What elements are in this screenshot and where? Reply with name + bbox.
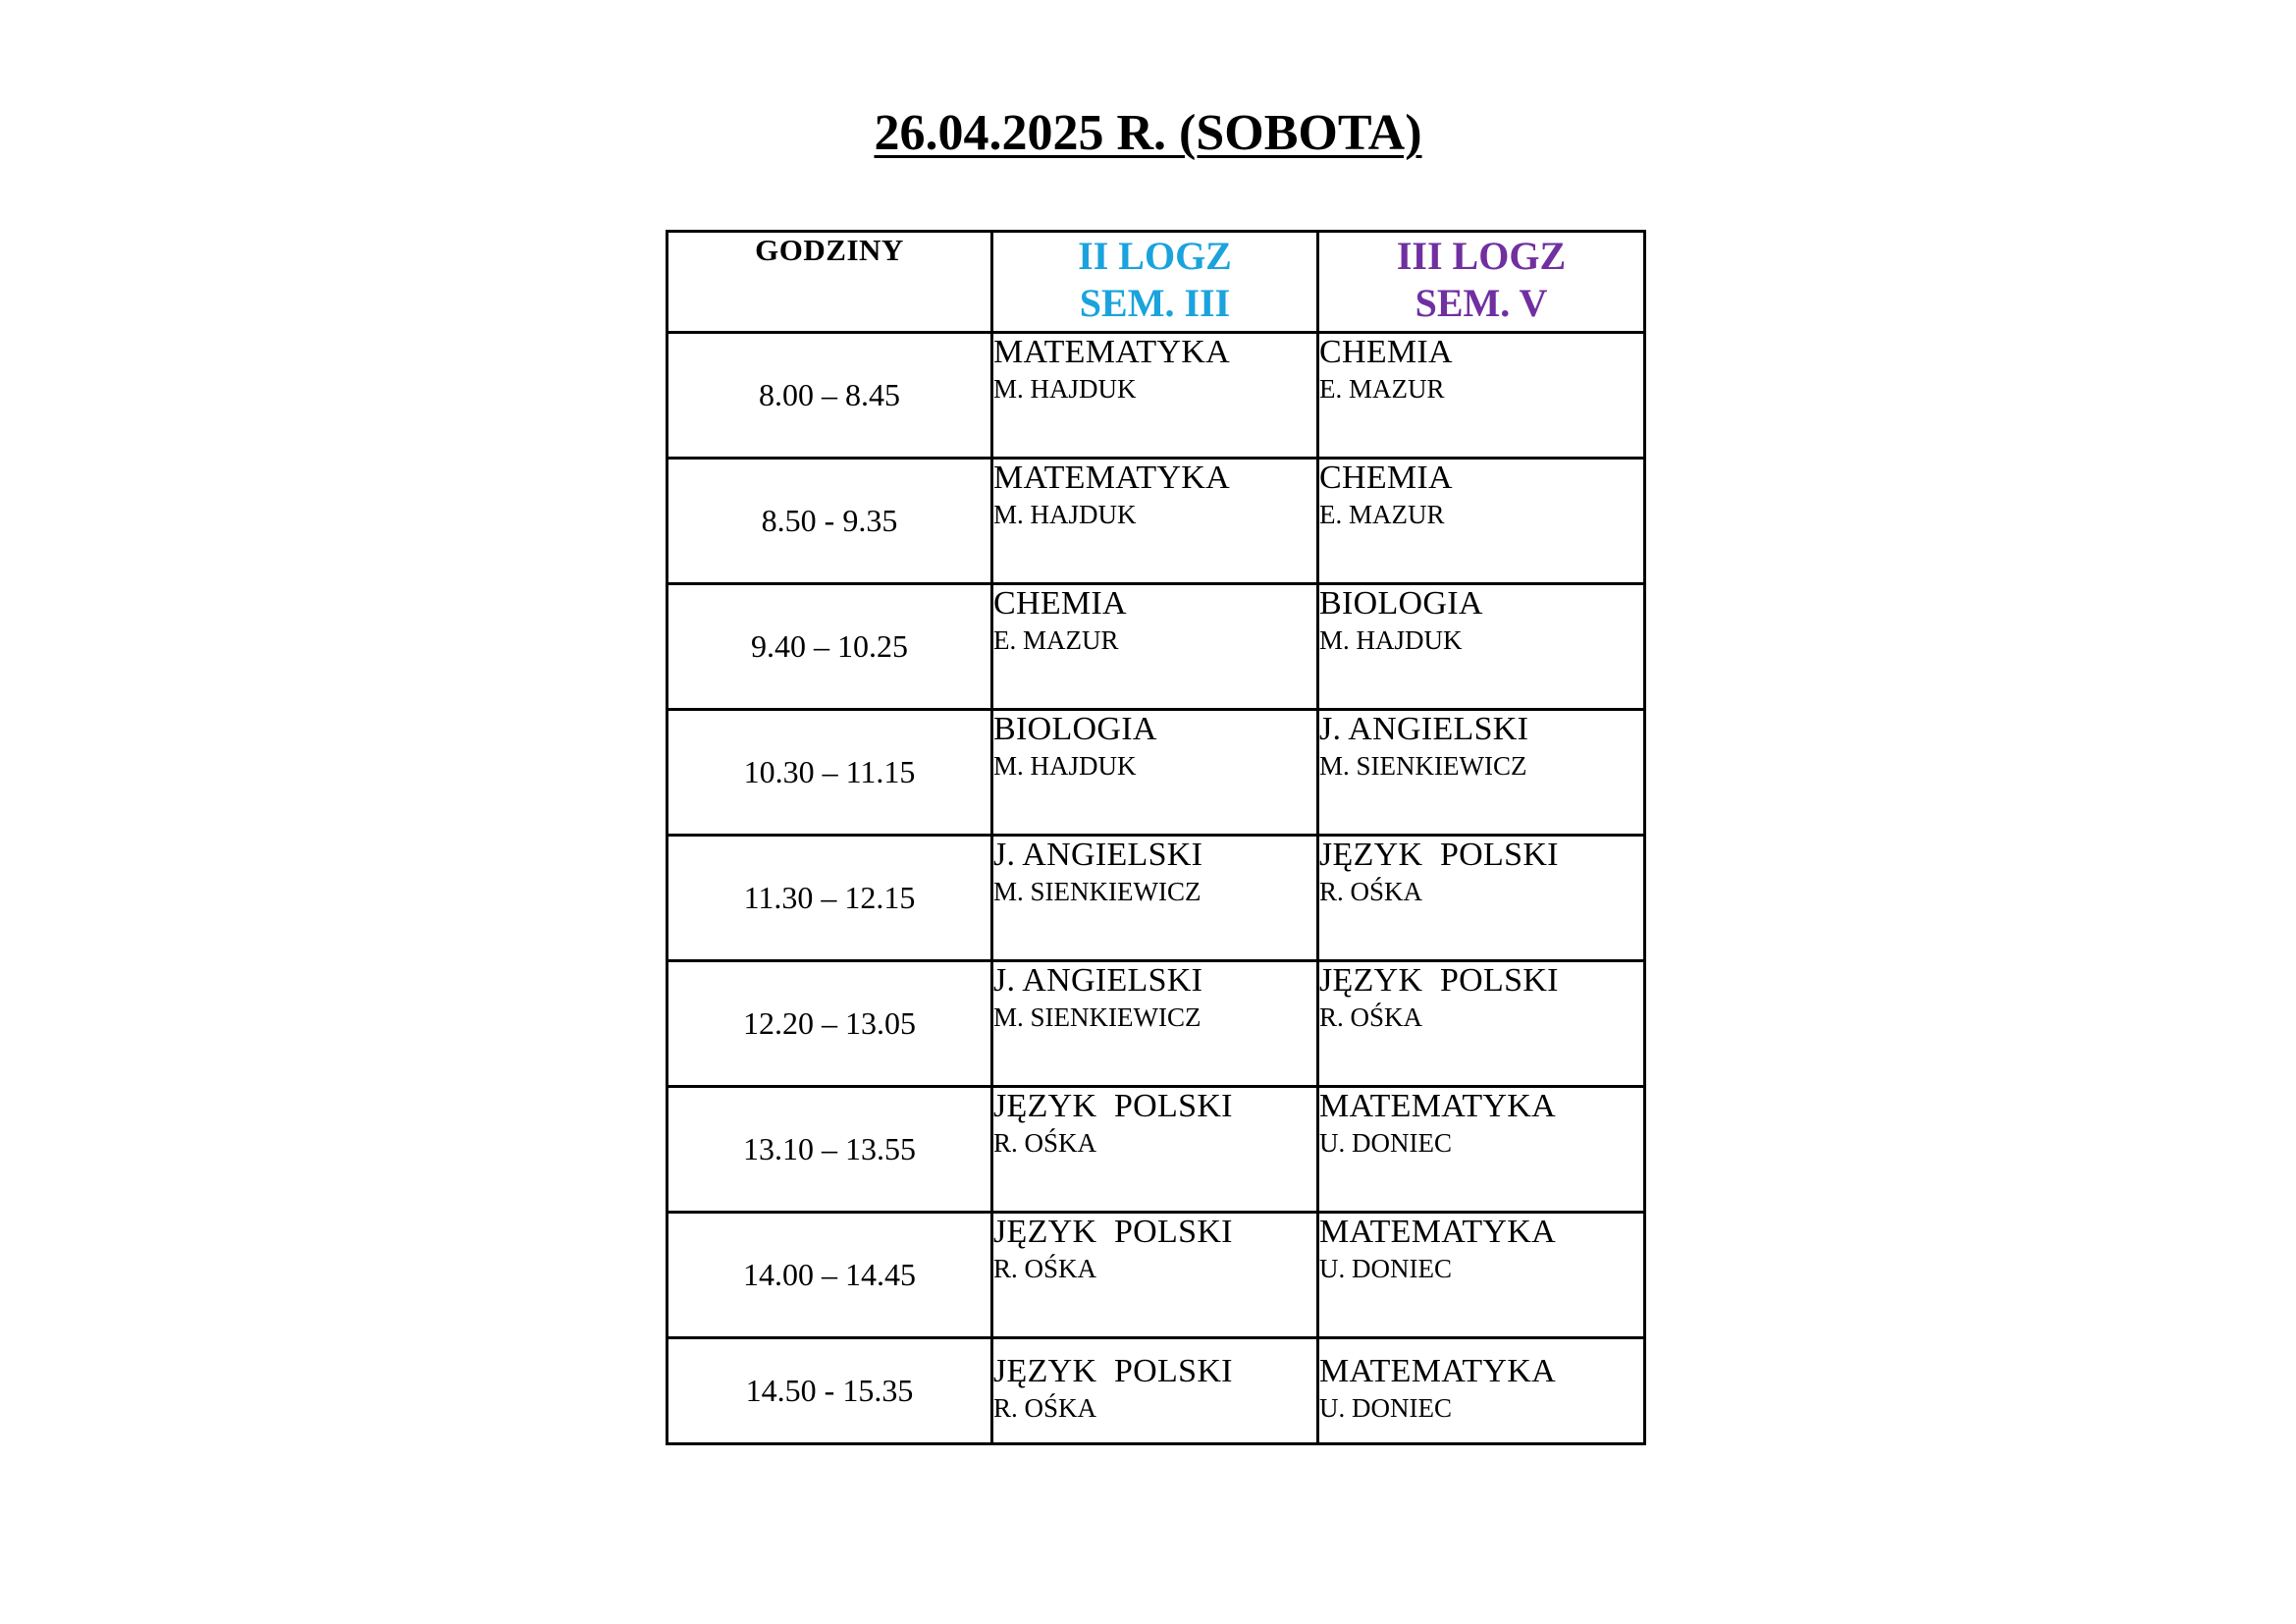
lesson-teacher: R. OŚKA [993,1254,1097,1283]
lesson-subject: J. ANGIELSKI [1319,711,1529,747]
lesson-cell [1318,1213,1645,1338]
table-row [667,710,1645,836]
schedule-table [666,230,1646,1445]
lesson-cell [1318,459,1645,584]
lesson-subject: J. ANGIELSKI [993,962,1203,999]
lesson-cell [992,333,1318,459]
lesson-subject: JĘZYK POLSKI [993,1088,1233,1124]
lesson-teacher: M. SIENKIEWICZ [993,877,1201,906]
table-row [667,836,1645,961]
lesson-cell [992,584,1318,710]
lesson-cell [1318,333,1645,459]
table-row [667,961,1645,1087]
time-slot-cell: 13.10 – 13.55 [667,1087,992,1213]
table-header-row [667,232,1645,333]
lesson-subject: JĘZYK POLSKI [993,1353,1233,1389]
lesson-teacher: U. DONIEC [1319,1128,1452,1158]
lesson-cell [1318,836,1645,961]
lesson-cell [1318,710,1645,836]
lesson-teacher: E. MAZUR [1319,500,1445,529]
lesson-subject: MATEMATYKA [1319,1214,1556,1250]
lesson-teacher: R. OŚKA [1319,1002,1423,1032]
time-slot-cell: 8.50 - 9.35 [667,459,992,584]
table-row [667,1087,1645,1213]
lesson-subject: CHEMIA [993,585,1127,622]
lesson-subject: JĘZYK POLSKI [1319,837,1559,873]
lesson-teacher: M. SIENKIEWICZ [1319,751,1527,781]
table-row [667,459,1645,584]
time-slot-cell: 11.30 – 12.15 [667,836,992,961]
lesson-cell [1318,961,1645,1087]
lesson-cell [992,459,1318,584]
lesson-subject: BIOLOGIA [993,711,1157,747]
lesson-cell [992,710,1318,836]
page-title [0,98,2296,169]
time-slot-cell: 12.20 – 13.05 [667,961,992,1087]
group-header-name: II LOGZ [1078,234,1232,278]
lesson-subject: JĘZYK POLSKI [1319,962,1559,999]
lesson-subject: MATEMATYKA [993,334,1230,370]
time-slot-cell: 14.00 – 14.45 [667,1213,992,1338]
lesson-teacher: M. HAJDUK [1319,625,1463,655]
lesson-subject: BIOLOGIA [1319,585,1483,622]
group-header-semester: SEM. V [1415,281,1548,325]
lesson-subject: J. ANGIELSKI [993,837,1203,873]
group-header-semester: SEM. III [1079,281,1231,325]
lesson-teacher: R. OŚKA [993,1393,1097,1423]
lesson-subject: JĘZYK POLSKI [993,1214,1233,1250]
lesson-teacher: M. HAJDUK [993,751,1137,781]
lesson-teacher: E. MAZUR [1319,374,1445,404]
lesson-teacher: R. OŚKA [1319,877,1423,906]
lesson-teacher: U. DONIEC [1319,1254,1452,1283]
lesson-teacher: M. HAJDUK [993,374,1137,404]
group-header-ii-logz [992,232,1318,333]
lesson-cell [992,961,1318,1087]
time-slot-cell: 14.50 - 15.35 [667,1338,992,1444]
lesson-teacher: E. MAZUR [993,625,1119,655]
lesson-cell [992,836,1318,961]
lesson-cell [992,1338,1318,1444]
lesson-subject: CHEMIA [1319,460,1453,496]
lesson-cell [992,1087,1318,1213]
time-slot-cell: 9.40 – 10.25 [667,584,992,710]
table-row [667,584,1645,710]
schedule-body [667,333,1645,1444]
hours-column-header: GODZINY [667,232,992,333]
time-slot-cell: 8.00 – 8.45 [667,333,992,459]
lesson-subject: MATEMATYKA [1319,1088,1556,1124]
page-title-text: 26.04.2025 R. (SOBOTA) [874,105,1422,161]
lesson-teacher: R. OŚKA [993,1128,1097,1158]
lesson-subject: MATEMATYKA [1319,1353,1556,1389]
table-row [667,333,1645,459]
lesson-teacher: M. SIENKIEWICZ [993,1002,1201,1032]
time-slot-cell: 10.30 – 11.15 [667,710,992,836]
table-row [667,1338,1645,1444]
lesson-subject: MATEMATYKA [993,460,1230,496]
lesson-teacher: M. HAJDUK [993,500,1137,529]
lesson-cell [1318,1087,1645,1213]
group-header-iii-logz [1318,232,1645,333]
table-row [667,1213,1645,1338]
lesson-cell [1318,1338,1645,1444]
lesson-cell [1318,584,1645,710]
lesson-teacher: U. DONIEC [1319,1393,1452,1423]
group-header-name: III LOGZ [1396,234,1567,278]
lesson-subject: CHEMIA [1319,334,1453,370]
lesson-cell [992,1213,1318,1338]
